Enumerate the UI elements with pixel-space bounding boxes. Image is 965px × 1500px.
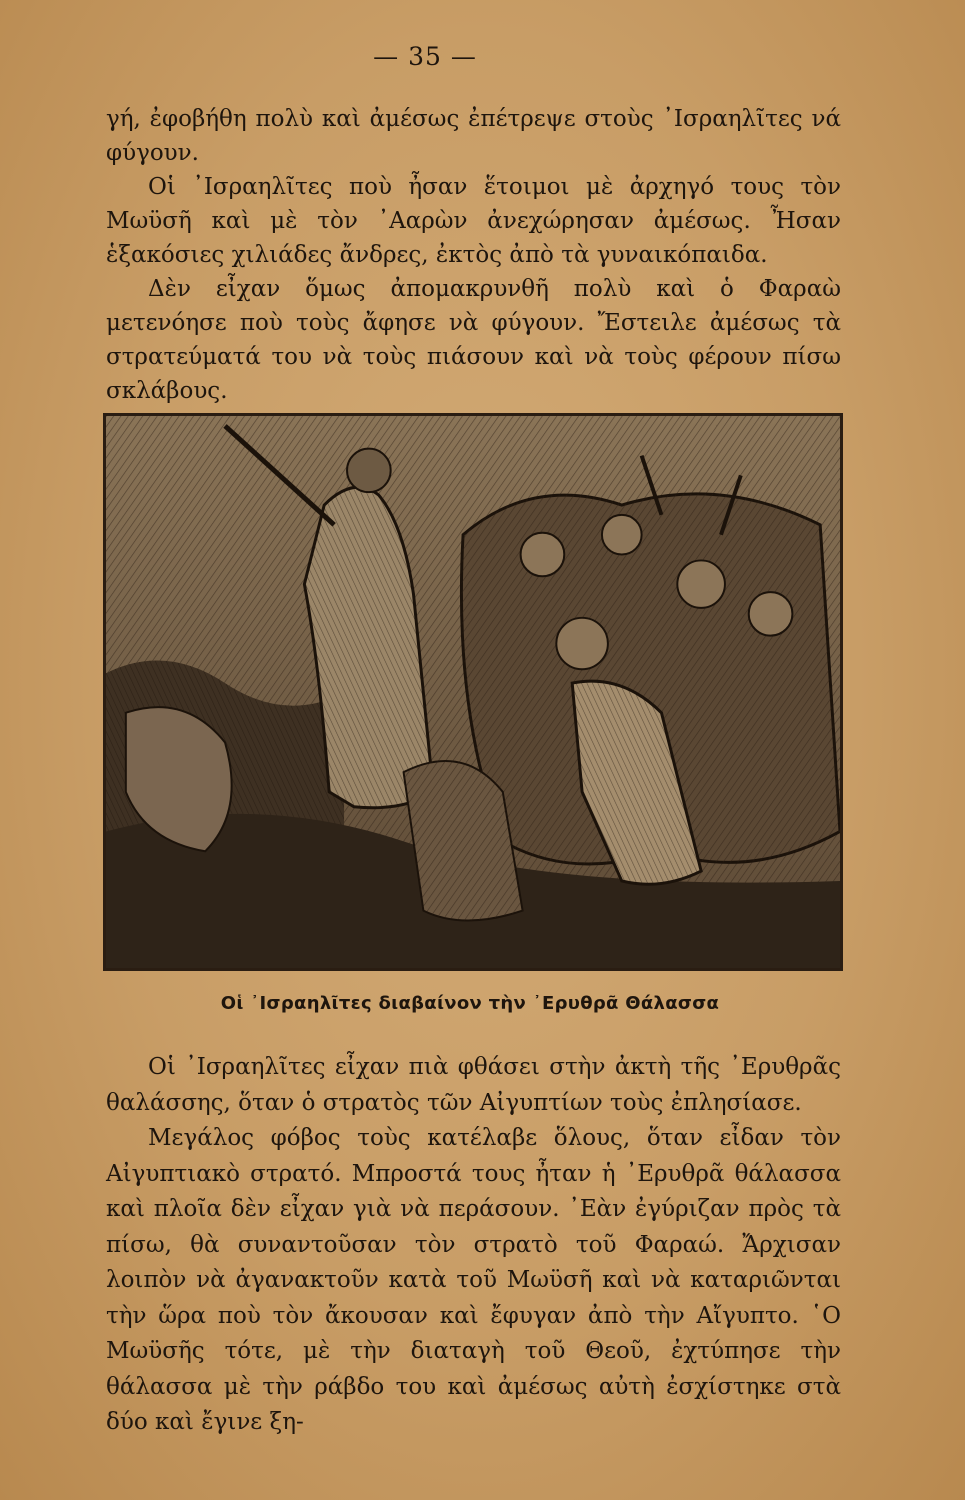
paragraph: Δὲν εἶχαν ὅμως ἀπομακρυνθῆ πολὺ καὶ ὁ Φαραὼ μετενόησε ποὺ τοὺς ἄφησε νὰ φύγουν. Ἔστειλε ἀμέσως τὰ στρατεύματά του νὰ τοὺς πιάσουν καὶ νὰ τοὺς φέρουν πίσω σκλάβους.	[106, 276, 841, 404]
top-text-block	[106, 102, 841, 408]
bottom-text-block	[106, 1050, 841, 1441]
paragraph: γή, ἐφοβήθη πολὺ καὶ ἀμέσως ἐπέτρεψε στοὺς ᾿Ισραηλῖτες νά φύγουν.	[106, 106, 841, 166]
paragraph: Οἱ ᾿Ισραηλῖτες εἶχαν πιὰ φθάσει στὴν ἀκτὴ τῆς ᾿Ερυθρᾶς θαλάσσης, ὅταν ὁ στρατὸς τῶν Αἰγυπτίων τοὺς ἐπλησίασε.	[106, 1054, 841, 1116]
figure-caption: Οἱ ᾿Ισραηλῖτες διαβαίνον τὴν ᾿Ερυθρᾶ Θάλασσα	[220, 993, 720, 1014]
paragraph: Μεγάλος φόβος τοὺς κατέλαβε ὅλους, ὅταν εἶδαν τὸν Αἰγυπτιακὸ στρατό. Μπροστά τους ἦταν ἡ ᾿Ερυθρᾶ θάλασσα καὶ πλοῖα δὲν εἶχαν γιὰ νὰ περάσουν. ᾿Εὰν ἐγύριζαν πρὸς τὰ πίσω, θὰ συναντοῦσαν τὸν στρατὸ τοῦ Φαραώ. Ἄρχισαν λοιπὸν νὰ ἀγανακτοῦν κατὰ τοῦ Μωϋσῆ καὶ νὰ καταριῶνται τὴν ὥρα ποὺ τὸν ἄκουσαν καὶ ἔφυγαν ἀπὸ τὴν Αἴγυπτο. ῾Ο Μωϋσῆς τότε, μὲ τὴν διαταγὴ τοῦ Θεοῦ, ἐχτύπησε τὴν θάλασσα μὲ τὴν ράβδο του καὶ ἀμέσως αὐτὴ ἐσχίστηκε στὰ δύο καὶ ἔγινε ξη-	[106, 1125, 841, 1435]
page-number: — 35 —	[373, 42, 477, 71]
engraving-illustration	[103, 413, 843, 971]
paragraph: Οἱ ᾿Ισραηλῖτες ποὺ ἦσαν ἕτοιμοι μὲ ἀρχηγό τους τὸν Μωϋσῆ καὶ μὲ τὸν ᾿Ααρὼν ἀνεχώρησαν ἀμέσως. Ἦσαν ἑξακόσιες χιλιάδες ἄνδρες, ἐκτὸς ἀπὸ τὰ γυναικόπαιδα.	[106, 174, 841, 268]
crossing-red-sea-engraving	[106, 416, 840, 968]
